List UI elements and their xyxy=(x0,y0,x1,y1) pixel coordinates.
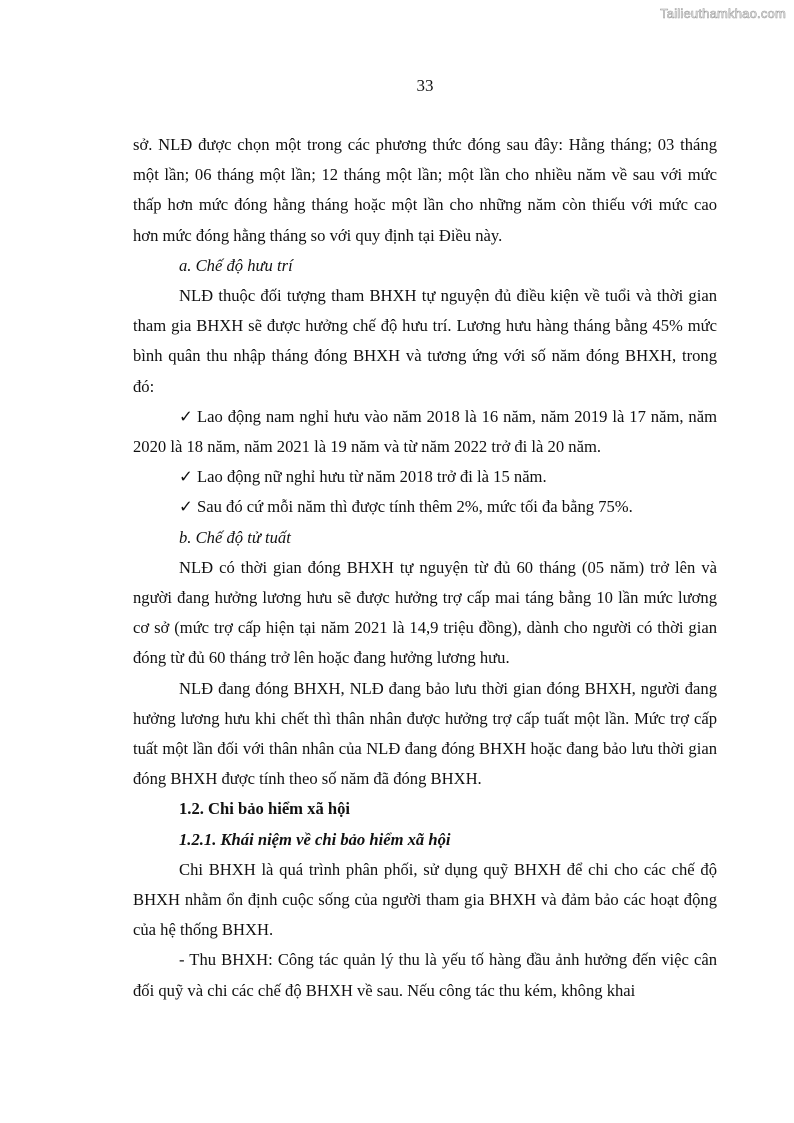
checkmark-icon: ✓ xyxy=(179,467,193,487)
watermark: Tailieuthamkhao.com xyxy=(660,6,786,21)
paragraph-lump-sum: NLĐ đang đóng BHXH, NLĐ đang bảo lưu thời gian đóng BHXH, người đang hưởng lương hưu khi chết thì thân nhân được hưởng trợ cấp tuất một lần. Mức trợ cấp tuất một lần đối với thân nhân của NLĐ đang đóng BHXH hoặc đang bảo lưu thời gian đóng BHXH được tính theo số năm đã đóng BHXH. xyxy=(133,678,717,789)
list-item xyxy=(133,402,717,462)
checkmark-icon: ✓ xyxy=(179,497,193,517)
section-heading-1-2: 1.2. Chi bảo hiểm xã hội xyxy=(179,799,351,819)
section-heading-a: a. Chế độ hưu trí xyxy=(179,255,293,275)
list-item-text: Lao động nam nghỉ hưu vào năm 2018 là 16 năm, năm 2019 là 17 năm, năm 2020 là 18 năm, năm 2021 là 19 năm và từ năm 2022 trở đi là 20 năm. xyxy=(133,406,717,457)
paragraph-collection: - Thu BHXH: Công tác quản lý thu là yếu tố hàng đầu ảnh hưởng đến việc cân đối quỹ và chi các chế độ BHXH về sau. Nếu công tác thu kém, không khai xyxy=(133,950,717,1000)
paragraph-continuation: sở. NLĐ được chọn một trong các phương thức đóng sau đây: Hằng tháng; 03 tháng một lần; 06 tháng một lần; 12 tháng một lần; một lần cho nhiều năm về sau với mức thấp hơn mức đóng hằng tháng hoặc một lần cho những năm còn thiếu với mức cao hơn mức đóng hằng tháng so với quy định tại Điều này. xyxy=(133,135,717,245)
list-item-text: Sau đó cứ mỗi năm thì được tính thêm 2%, mức tối đa bằng 75%. xyxy=(197,497,633,517)
list-item-text: Lao động nữ nghỉ hưu từ năm 2018 trở đi là 15 năm. xyxy=(197,467,547,487)
document-body xyxy=(133,130,717,1006)
section-heading-b: b. Chế độ tử tuất xyxy=(179,527,291,547)
paragraph-survivorship: NLĐ có thời gian đóng BHXH tự nguyện từ đủ 60 tháng (05 năm) trở lên và người đang hưởng lương hưu sẽ được hưởng trợ cấp mai táng bằng 10 lần mức lương cơ sở (mức trợ cấp hiện tại năm 2021 là 14,9 triệu đồng), dành cho người có thời gian đóng từ đủ 60 tháng trở lên hoặc đang hưởng lương hưu. xyxy=(133,557,717,668)
list-item xyxy=(133,462,717,492)
paragraph-retirement: NLĐ thuộc đối tượng tham BHXH tự nguyện đủ điều kiện về tuổi và thời gian tham gia BHXH sẽ được hưởng chế độ hưu trí. Lương hưu hàng tháng bằng 45% mức bình quân thu nhập tháng đóng BHXH và tương ứng với số năm đóng BHXH, trong đó: xyxy=(133,286,717,396)
checkmark-icon: ✓ xyxy=(179,406,193,426)
paragraph-definition: Chi BHXH là quá trình phân phối, sử dụng quỹ BHXH để chi cho các chế độ BHXH nhằm ổn định cuộc sống của người tham gia BHXH và đảm bảo các hoạt động của hệ thống BHXH. xyxy=(133,859,717,940)
page-number: 33 xyxy=(416,76,434,95)
list-item xyxy=(133,492,717,522)
section-heading-1-2-1: 1.2.1. Khái niệm về chi bảo hiểm xã hội xyxy=(179,829,451,849)
